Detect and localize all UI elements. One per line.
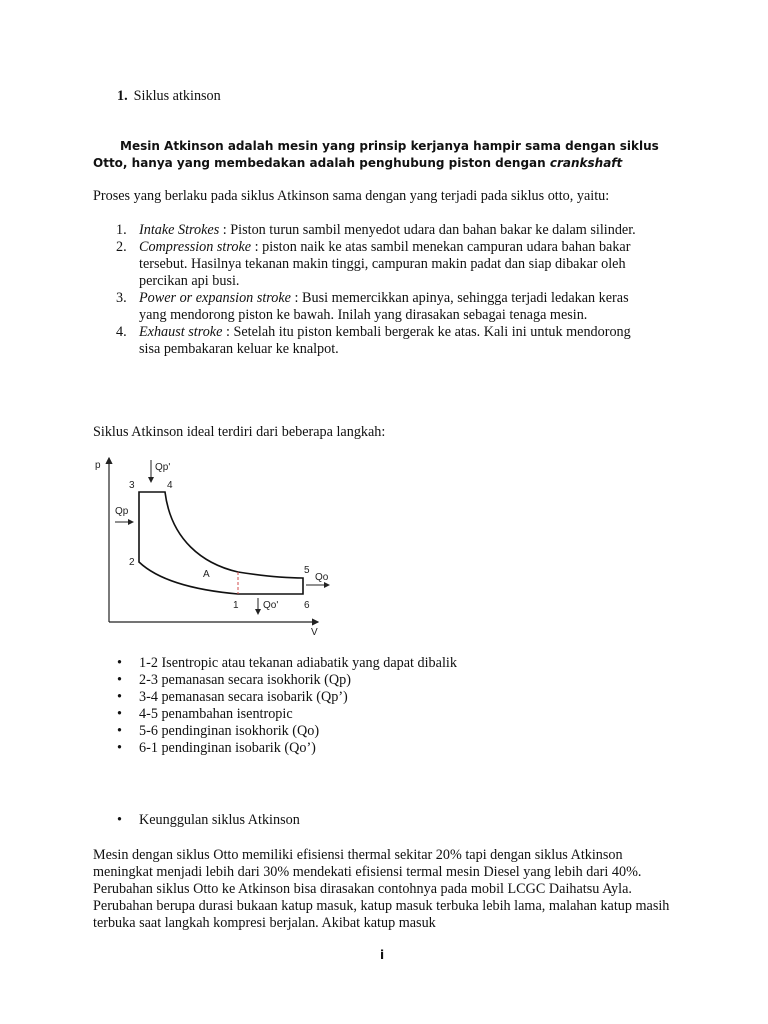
list-item: • 5-6 pendinginan isokhorik (Qo): [117, 723, 320, 739]
list-item: 2. Compression stroke : piston naik ke atas sambil menekan campuran udara bahan bakar tersebut. Hasilnya tekanan makin tinggi, campuran makin padat dan siap dibakar oleh percikan api busi.: [116, 239, 631, 289]
list-item: • 3-4 pemanasan secara isobarik (Qp’): [117, 689, 348, 705]
list-item: • 1-2 Isentropic atau tekanan adiabatik yang dapat dibalik: [117, 655, 457, 671]
point-5: 5: [304, 565, 310, 576]
stroke-list: [93, 222, 653, 358]
list-item: • 6-1 pendinginan isobarik (Qo’): [117, 740, 316, 756]
section-heading: [117, 88, 221, 105]
heading-number: 1.: [117, 88, 128, 104]
proses-paragraph: Proses yang berlaku pada siklus Atkinson sama dengan yang terjadi pada siklus otto, yaitu:: [93, 188, 610, 204]
heading-title: Siklus atkinson: [133, 88, 221, 104]
axis-label-p: p: [95, 460, 101, 471]
list-item: 4. Exhaust stroke : Setelah itu piston kembali bergerak ke atas. Kali ini untuk mendorong sisa pembakaran keluar ke knalpot.: [116, 324, 631, 357]
axis-label-v: V: [311, 627, 318, 638]
ideal-paragraph: Siklus Atkinson ideal terdiri dari beberapa langkah:: [93, 424, 386, 440]
point-2: 2: [129, 557, 135, 568]
qo-bottom-label: Qo': [263, 600, 279, 611]
intro-italic: crankshaft: [549, 156, 623, 170]
advantage-paragraph: Mesin dengan siklus Otto memiliki efisiensi thermal sekitar 20% tapi dengan siklus Atkinson meningkat menjadi lebih dari 30% mendekati efisiensi termal mesin Diesel yang lebih dari 40%. Perubahan siklus Otto ke Atkinson bisa dirasakan contohnya pada mobil LCGC Daihatsu Ayla. Perubahan berupa durasi bukaan katup masuk, katup masuk terbuka lebih lama, malahan katup masih terbuka saat langkah kompresi berjalan. Akibat katup masuk: [93, 847, 670, 931]
list-item: 1. Intake Strokes : Piston turun sambil menyedot udara dan bahan bakar ke dalam silinder.: [116, 222, 636, 238]
point-6: 6: [304, 600, 310, 611]
point-3: 3: [129, 480, 135, 491]
pv-diagram: [93, 452, 343, 642]
intro-text: Mesin Atkinson adalah mesin yang prinsip kerjanya hampir sama dengan siklus Otto, hanya yang membedakan adalah penghubung piston dengan: [93, 139, 659, 170]
page-number: i: [380, 948, 385, 962]
cycle-path: [139, 492, 303, 594]
qp-top-label: Qp': [155, 462, 171, 473]
area-label: A: [203, 569, 210, 580]
intro-paragraph: [93, 138, 683, 172]
list-item: 3. Power or expansion stroke : Busi memercikkan apinya, sehingga terjadi ledakan keras yang mendorong piston ke bawah. Inilah yang dirasakan sebagai tenaga mesin.: [116, 290, 629, 323]
point-1: 1: [233, 600, 239, 611]
qp-left-label: Qp: [115, 506, 129, 517]
point-4: 4: [167, 480, 173, 491]
advantage-heading: • Keunggulan siklus Atkinson: [117, 812, 300, 828]
process-bullets: [93, 655, 457, 757]
qo-right-label: Qo: [315, 572, 329, 583]
list-item: • 4-5 penambahan isentropic: [117, 706, 293, 722]
list-item: • 2-3 pemanasan secara isokhorik (Qp): [117, 672, 351, 688]
